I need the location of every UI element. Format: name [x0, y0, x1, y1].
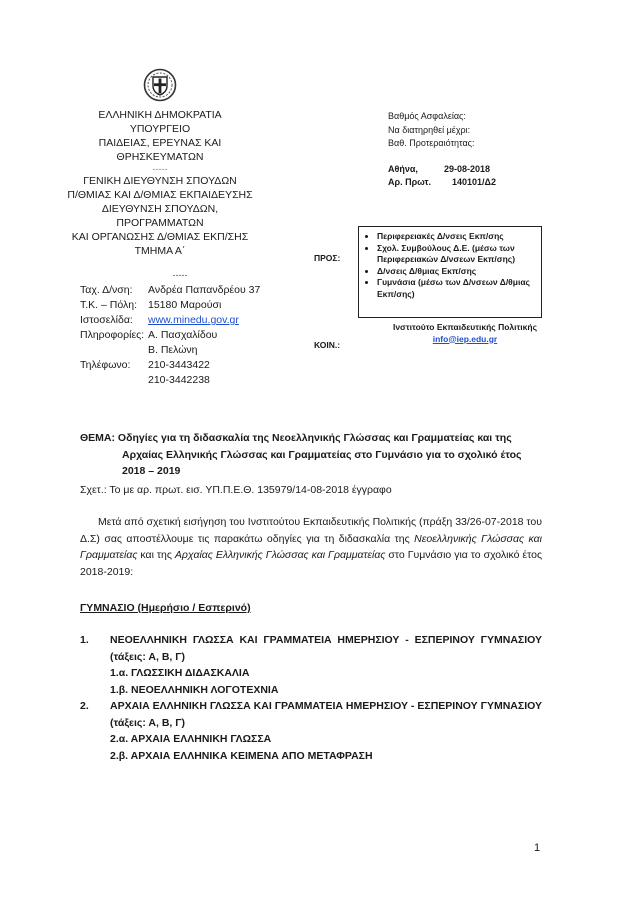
- list-number: 1.: [80, 634, 89, 646]
- contact-row: [80, 283, 260, 298]
- website-link[interactable]: www.minedu.gov.gr: [148, 314, 239, 326]
- contact-block: [80, 268, 260, 388]
- recipient-item: • Περιφερειακές Δ/νσεις Εκπ/σης: [377, 231, 537, 243]
- protocol-number: 140101/Δ2: [452, 177, 497, 187]
- cc-block: [372, 322, 558, 345]
- list-subitem: 2.α. ΑΡΧΑΙΑ ΕΛΛΗΝΙΚΗ ΓΛΩΣΣΑ: [110, 733, 272, 745]
- separator: -----: [172, 270, 188, 280]
- priority-level: Βαθ. Προτεραιότητας:: [388, 138, 475, 148]
- contact-label: [80, 373, 148, 388]
- paragraph-italic: Νεοελληνικής Γλώσσας και Γραμματείας: [80, 532, 543, 561]
- protocol-label: Αρ. Πρωτ.: [388, 177, 432, 187]
- paragraph-italic: Αρχαίας Ελληνικής Γλώσσας και Γραμματείας: [174, 549, 386, 561]
- list-subitem: 1.β. ΝΕΟΕΛΛΗΝΙΚΗ ΛΟΓΟΤΕΧΝΙΑ: [110, 683, 279, 696]
- cc-email-link[interactable]: info@iep.edu.gr: [432, 333, 498, 344]
- date: 29-08-2018: [444, 163, 491, 174]
- cc-label: ΚΟΙΝ.:: [314, 340, 341, 350]
- contact-row: [80, 373, 260, 388]
- paragraph-text: Μετά από σχετική εισήγηση του Ινστιτούτου Εκπαιδευτικής Πολιτικής (πράξη 33/26-07-2018 του Δ.Σ) σας αποστέλλουμε τις παρακάτω οδηγίες για τη διδασκαλία της: [80, 516, 542, 545]
- subject-line: 2018 – 2019: [122, 465, 181, 477]
- keep-until: Να διατηρηθεί μέχρι:: [388, 124, 471, 135]
- org-line: ΕΛΛΗΝΙΚΗ ΔΗΜΟΚΡΑΤΙΑ: [98, 109, 222, 121]
- recipient-item: • Δ/νσεις Δ/θμιας Εκπ/σης: [377, 266, 537, 278]
- contact-table: [80, 283, 260, 388]
- cc-org: Ινστιτούτο Εκπαιδευτικής Πολιτικής: [392, 322, 538, 332]
- city: Αθήνα,: [388, 163, 418, 174]
- contact-row: [80, 328, 260, 343]
- contact-label: Πληροφορίες:: [80, 329, 145, 341]
- contact-value: 15180 Μαρούσι: [148, 299, 222, 311]
- contact-value: 210-3442238: [148, 374, 210, 386]
- recipients-label: ΠΡΟΣ:: [314, 253, 341, 263]
- recipient-item: • Σχολ. Συμβούλους Δ.Ε. (μέσω των Περιφερειακών Δ/νσεων Εκπ/σης): [377, 243, 537, 266]
- contact-label: Τ.Κ. – Πόλη:: [80, 299, 138, 311]
- dept-line: ΓΕΝΙΚΗ ΔΙΕΥΘΥΝΣΗ ΣΠΟΥΔΩΝ: [83, 175, 237, 187]
- contact-row: [80, 313, 260, 328]
- section-title: ΓΥΜΝΑΣΙΟ (Ημερήσιο / Εσπερινό): [80, 602, 251, 614]
- dept-line: ΤΜΗΜΑ Α΄: [134, 245, 186, 257]
- subject-line: Αρχαίας Ελληνικής Γλώσσας και Γραμματείας στο Γυμνάσιο για το σχολικό έτος: [122, 448, 522, 461]
- contact-value: Ανδρέα Παπανδρέου 37: [148, 284, 261, 296]
- list-item: [80, 698, 542, 731]
- dept-line: ΚΑΙ ΟΡΓΑΝΩΣΗΣ Δ/ΘΜΙΑΣ ΕΚΠ/ΣΗΣ: [71, 231, 249, 243]
- recipient-item: • Γυμνάσια (μέσω των Δ/νσεων Δ/θμιας Εκπ/σης): [377, 277, 537, 300]
- list-item: [80, 632, 542, 665]
- list-title: ΑΡΧΑΙΑ ΕΛΛΗΝΙΚΗ ΓΛΩΣΣΑ ΚΑΙ ΓΡΑΜΜΑΤΕΙΑ ΗΜΕΡΗΣΙΟΥ - ΕΣΠΕΡΙΝΟΥ ΓΥΜΝΑΣΙΟΥ (τάξεις: Α, Β, Γ): [110, 700, 542, 729]
- recipients-list: [363, 231, 537, 300]
- recipients-box: [358, 226, 542, 318]
- org-line: ΥΠΟΥΡΓΕΙΟ: [129, 123, 191, 135]
- list-subitem: 1.α. ΓΛΩΣΣΙΚΗ ΔΙΔΑΣΚΑΛΙΑ: [110, 667, 250, 679]
- dept-line: ΔΙΕΥΘΥΝΣΗ ΣΠΟΥΔΩΝ, ΠΡΟΓΡΑΜΜΑΤΩΝ: [101, 203, 219, 229]
- org-line: ΠΑΙΔΕΙΑΣ, ΕΡΕΥΝΑΣ ΚΑΙ ΘΡΗΣΚΕΥΜΑΤΩΝ: [98, 137, 222, 163]
- subject: [80, 430, 542, 480]
- contact-value: Α. Πασχαλίδου: [148, 329, 218, 341]
- contact-value: Β. Πελώνη: [148, 344, 198, 356]
- list-number: 2.: [80, 700, 89, 712]
- paragraph-text: στο Γυμνάσιο για το σχολικό έτος 2018-2019:: [80, 549, 543, 578]
- contact-label: Ιστοσελίδα:: [80, 314, 133, 326]
- page-number: 1: [534, 842, 541, 854]
- paragraph-text: και της: [137, 549, 175, 561]
- contact-row: [80, 343, 260, 358]
- list-title: ΝΕΟΕΛΛΗΝΙΚΗ ΓΛΩΣΣΑ ΚΑΙ ΓΡΑΜΜΑΤΕΙΑ ΗΜΕΡΗΣΙΟΥ - ΕΣΠΕΡΙΝΟΥ ΓΥΜΝΑΣΙΟΥ (τάξεις: Α, Β, Γ): [110, 634, 542, 663]
- letterhead: [60, 68, 260, 258]
- date-line: [388, 163, 496, 177]
- contact-label: [80, 343, 148, 358]
- security-level: Βαθμός Ασφαλείας:: [388, 111, 466, 121]
- contact-row: [80, 298, 260, 313]
- instruction-list: [80, 632, 542, 764]
- separator: -----: [152, 164, 168, 174]
- list-subitem: 2.β. ΑΡΧΑΙΑ ΕΛΛΗΝΙΚΑ ΚΕΙΜΕΝΑ ΑΠΟ ΜΕΤΑΦΡΑΣΗ: [110, 749, 373, 762]
- dept-line: Π/ΘΜΙΑΣ ΚΑΙ Δ/ΘΜΙΑΣ ΕΚΠΑΙΔΕΥΣΗΣ: [67, 189, 253, 201]
- contact-row: [80, 358, 260, 373]
- greek-coat-of-arms-icon: [143, 68, 177, 102]
- reference-line: Σχετ.: Το με αρ. πρωτ. εισ. ΥΠ.Π.Ε.Θ. 135979/14-08-2018 έγγραφο: [80, 484, 392, 496]
- intro-paragraph: [80, 514, 542, 580]
- contact-label: Τηλέφωνο:: [80, 359, 131, 371]
- protocol-line: [388, 176, 496, 190]
- contact-value: 210-3443422: [148, 359, 210, 371]
- subject-line: ΘΕΜΑ: Οδηγίες για τη διδασκαλία της Νεοελληνικής Γλώσσας και Γραμματείας και της: [80, 432, 512, 444]
- document-meta: [388, 110, 496, 190]
- contact-label: Ταχ. Δ/νση:: [80, 284, 133, 296]
